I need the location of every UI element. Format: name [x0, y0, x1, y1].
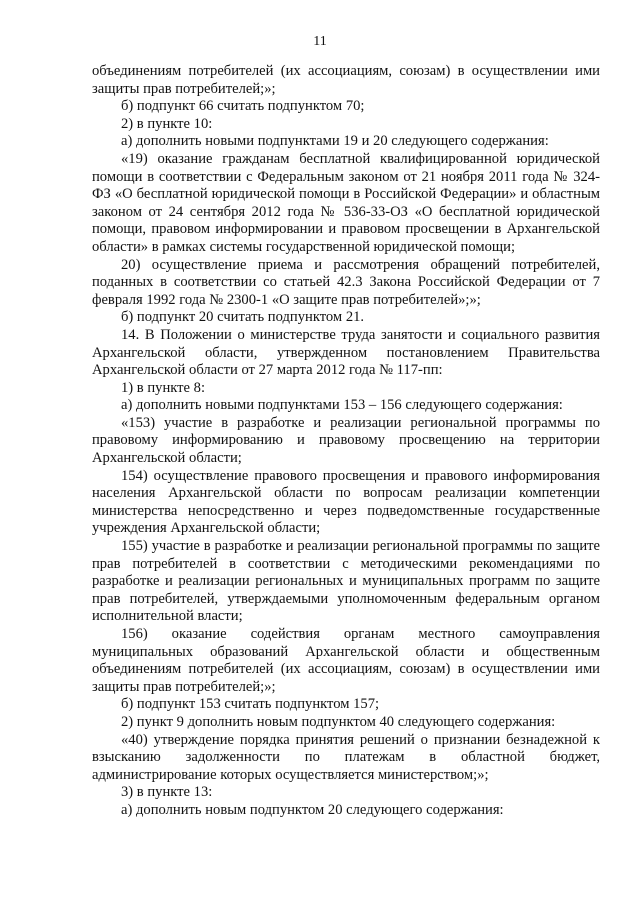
paragraph: а) дополнить новыми подпунктами 153 – 156 следующего содержания:: [121, 397, 563, 414]
paragraph: б) подпункт 153 считать подпунктом 157;: [121, 696, 380, 713]
paragraph: б) подпункт 20 считать подпунктом 21.: [121, 309, 365, 326]
paragraph: 2) пункт 9 дополнить новым подпунктом 40 следующего содержания:: [121, 713, 556, 730]
paragraph: 1) в пункте 8:: [121, 379, 206, 396]
paragraph: «153) участие в разработке и реализации региональной программы по правовому информированию и правовому просвещению на территории Архангельской области;: [92, 414, 600, 467]
paragraph: 20) осуществление приема и рассмотрения обращений потребителей, поданных в соответствии со статьей 42.3 Закона Российской Федерации от 7 февраля 1992 года № 2300-1 «О защите прав потребителей»;»;: [92, 256, 600, 308]
document-body: [92, 63, 600, 820]
paragraph: а) дополнить новыми подпунктами 19 и 20 следующего содержания:: [121, 133, 549, 150]
paragraph: б) подпункт 66 считать подпунктом 70;: [121, 98, 365, 115]
paragraph: «40) утверждение порядка принятия решений о признании безнадежной к взысканию задолженности по платежам в областной бюджет, администрирование которых осуществляется министерством;»;: [92, 731, 600, 783]
paragraph: 155) участие в разработке и реализации региональной программы по защите прав потребителей в соответствии с методическими рекомендациями по разработке и реализации региональных и муниципальных программ по защите прав потребителей, утверждаемыми уполномоченным федеральным органом исполнительной власти;: [92, 538, 600, 625]
paragraph: 2) в пункте 10:: [121, 115, 213, 132]
page-number: 11: [313, 34, 327, 49]
paragraph: 156) оказание содействия органам местного самоуправления муниципальных образований Архангельской области и общественным объединениям потребителей (их ассоциациям, союзам) в осуществлении ими защиты прав потребителей;»;: [92, 626, 600, 695]
paragraph: 154) осуществление правового просвещения и правового информирования населения Архангельской области по вопросам реализации компетенции министерства непосредственно и через подведомственные государственные учреждения Архангельской области;: [92, 467, 600, 537]
paragraph: 14. В Положении о министерстве труда занятости и социального развития Архангельской области, утвержденном постановлением Правительства Архангельской области от 27 марта 2012 года № 117-пп:: [92, 326, 600, 379]
paragraph: а) дополнить новым подпунктом 20 следующего содержания:: [121, 801, 504, 818]
paragraph: объединениям потребителей (их ассоциациям, союзам) в осуществлении ими защиты прав потребителей;»;: [92, 63, 600, 97]
paragraph: 3) в пункте 13:: [121, 784, 213, 801]
paragraph: «19) оказание гражданам бесплатной квалифицированной юридической помощи в соответствии с Федеральным законом от 21 ноября 2011 года № 324-ФЗ «О бесплатной юридической помощи в Российской Федерации» и областным законом от 24 сентября 2012 года № 536-33-ОЗ «О бесплатной юридической помощи, правовом информировании и правовом просвещении в Архангельской области» в рамках системы государственной юридической помощи;: [92, 150, 600, 255]
